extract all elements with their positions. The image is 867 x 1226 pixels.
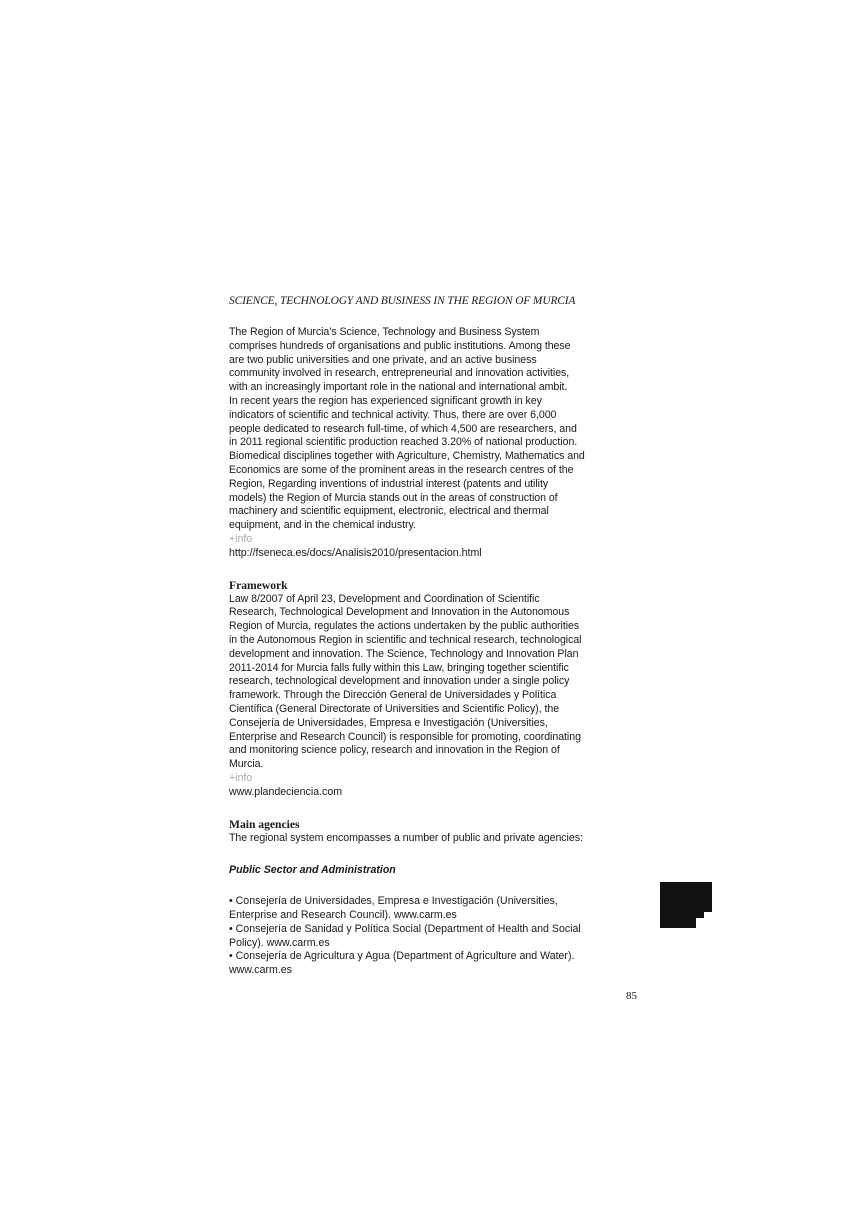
main-agencies-heading: Main agencies bbox=[229, 817, 300, 831]
spacer bbox=[229, 561, 587, 579]
spacer bbox=[229, 845, 587, 863]
framework-info-link[interactable]: www.plandeciencia.com bbox=[229, 785, 343, 798]
intro-info-label: +info bbox=[229, 532, 253, 545]
spacer bbox=[229, 800, 587, 818]
list-item: • Consejería de Universidades, Empresa e Investigación (Universities, Enterprise and Research Council). www.carm.es bbox=[229, 895, 558, 922]
intro-paragraph-1: The Region of Murcia’s Science, Technology and Business System comprises hundreds of organisations and public institutions. Among these are two public universities and one private, and an active business community involved in research, entrepreneurial and innovation activities, with an increasingly important role in the national and international ambit. bbox=[229, 326, 571, 394]
public-sector-subheading: Public Sector and Administration bbox=[229, 864, 396, 877]
text-column bbox=[229, 294, 587, 978]
framework-heading: Framework bbox=[229, 578, 288, 592]
intro-info-link[interactable]: http://fseneca.es/docs/Analisis2010/presentacion.html bbox=[229, 546, 482, 559]
section-title: SCIENCE, TECHNOLOGY AND BUSINESS IN THE REGION OF MURCIA bbox=[229, 295, 576, 307]
intro-paragraph-2: In recent years the region has experienced significant growth in key indicators of scientific and technical activity. Thus, there are over 6,000 people dedicated to research full-time, of which 4,500 are researchers, and in 2011 regional scientific production reached 3.20% of national production. Biomedical disciplines together with Agriculture, Chemistry, Mathematics and Economics are some of the prominent areas in the research centres of the Region, Regarding inventions of industrial interest (patents and utility models) the Region of Murcia stands out in the areas of construction of machinery and scientific equipment, electronic, electrical and thermal equipment, and in the chemical industry. bbox=[229, 394, 585, 532]
list-item: • Consejería de Sanidad y Política Social (Department of Health and Social Policy). www.carm.es bbox=[229, 922, 581, 949]
framework-paragraph: Law 8/2007 of April 23, Development and Coordination of Scientific Research, Technological Development and Innovation in the Autonomous Region of Murcia, regulates the actions undertaken by the public authorities in the Autonomous Region in scientific and technical research, technological development and innovation. The Science, Technology and Innovation Plan 2011-2014 for Murcia falls fully within this Law, bringing together scientific research, technological development and innovation under a single policy framework. Through the Dirección General de Universidades y Política Científica (General Directorate of Universities and Scientific Policy), the Consejería de Universidades, Empresa e Investigación (Universities, Enterprise and Research Council) is responsible for promoting, coordinating and monitoring science policy, research and innovation in the Region of Murcia. bbox=[229, 592, 582, 771]
page-number: 85 bbox=[626, 990, 637, 1002]
corner-tab-mark bbox=[660, 882, 712, 928]
main-agencies-paragraph: The regional system encompasses a number of public and private agencies: bbox=[229, 831, 583, 844]
spacer bbox=[229, 877, 587, 895]
framework-info-label: +info bbox=[229, 771, 253, 784]
list-item: • Consejería de Agricultura y Agua (Department of Agriculture and Water). www.carm.es bbox=[229, 950, 575, 977]
